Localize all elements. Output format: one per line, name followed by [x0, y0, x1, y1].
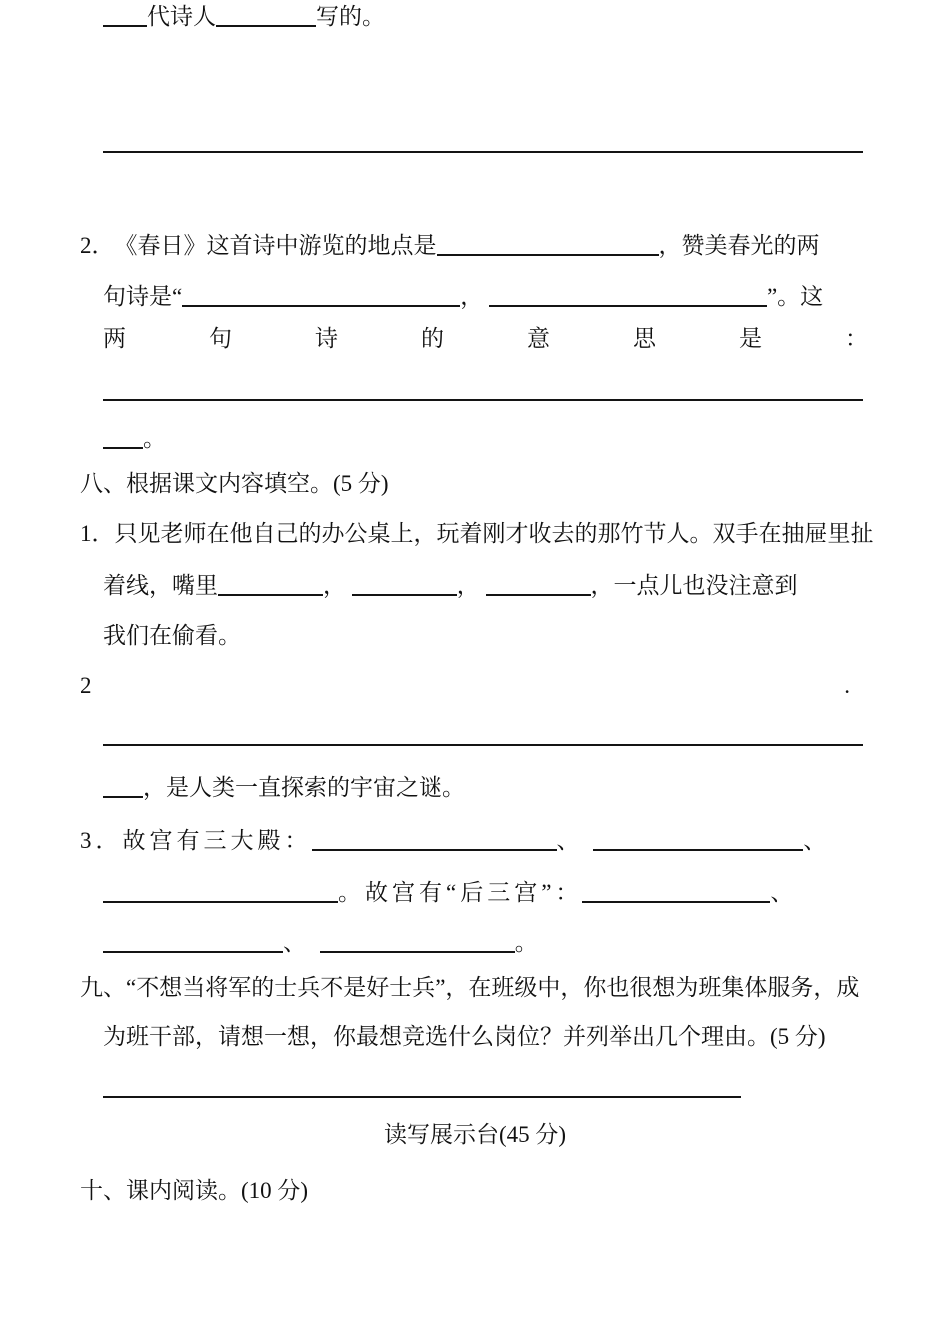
section-nine-line-2: [103, 1020, 868, 1054]
question-text: 故宫有三大殿：: [122, 828, 312, 853]
justified-char: 诗: [315, 326, 338, 351]
enumeration-comma: 、: [556, 828, 584, 853]
answer-blank: [582, 885, 770, 903]
question-text: 着线，嘴里: [103, 573, 218, 598]
question-text: ”。这: [766, 284, 824, 309]
item-number: 1．: [80, 521, 115, 546]
question-text: 《春日》这首诗中游览的地点是: [114, 233, 437, 258]
question-text: 只见老师在他自己的办公桌上，玩着刚才收去的那竹节人。双手在抽屉里扯: [114, 521, 874, 546]
spring-poem-question-line-1: [80, 229, 868, 263]
answer-blank: [103, 935, 283, 953]
section-eight-item-1-line-3: [103, 619, 868, 653]
section-eight-item-3-line-1: [80, 824, 868, 858]
spring-poem-question-line-3-justified: [103, 322, 868, 356]
answer-blank: [216, 9, 316, 27]
question-text: 。故宫有“后三宫”：: [338, 880, 583, 905]
justified-char: 的: [421, 326, 444, 351]
prev-tail-text-2: 写的。: [316, 4, 385, 29]
answer-blank: [437, 238, 659, 256]
prev-question-tail-line: [103, 0, 868, 34]
answer-blank: [103, 9, 147, 27]
part-title: 读写展示台(45 分): [383, 1122, 567, 1147]
question-text: ，赞美春光的两: [658, 233, 820, 258]
answer-blank: [103, 431, 143, 449]
section-eight-item-1-line-1: [80, 517, 874, 551]
answer-blank: [103, 780, 143, 798]
question-text: 我们在偷看。: [103, 623, 241, 648]
answer-blank-full-line: [103, 151, 863, 153]
enumeration-comma: 、: [803, 828, 831, 853]
question-text: ，一点儿也没注意到: [590, 573, 798, 598]
reading-writing-part-heading: [0, 1118, 950, 1152]
justified-char: 是: [739, 326, 762, 351]
answer-blank-line: [103, 1096, 741, 1098]
answer-blank: [486, 578, 591, 596]
section-eight-item-2-line-3: [103, 771, 868, 805]
spring-poem-question-line-5: [103, 422, 868, 456]
section-eight-header: [80, 467, 868, 501]
justified-char: ：: [845, 326, 868, 351]
enumeration-comma: 、: [283, 930, 310, 955]
item-number: 2: [80, 673, 92, 698]
question-text: 。: [514, 930, 542, 955]
item-number: 3．: [80, 828, 123, 853]
comma: ，: [456, 573, 480, 598]
answer-blank: [182, 289, 460, 307]
answer-blank: [312, 833, 557, 851]
answer-blank: [352, 578, 457, 596]
question-text: ，: [460, 284, 484, 309]
question-text: 句诗是“: [103, 284, 183, 309]
answer-blank-full-line: [103, 399, 863, 401]
item-number: 2．: [80, 233, 115, 258]
answer-blank: [320, 935, 515, 953]
prev-tail-text-1: 代诗人: [147, 4, 216, 29]
answer-blank: [489, 289, 767, 307]
section-eight-item-1-line-2: [103, 569, 868, 603]
answer-blank: [103, 885, 338, 903]
justified-char: 句: [209, 326, 232, 351]
justified-char: 两: [103, 326, 126, 351]
section-nine-line-1: [80, 971, 868, 1005]
spring-poem-question-line-2: [103, 280, 868, 314]
question-text: 为班干部，请想一想，你最想竞选什么岗位？并列举出几个理由。(5 分): [103, 1024, 826, 1049]
enumeration-comma: 、: [770, 880, 798, 905]
period: .: [844, 673, 850, 698]
section-title: 八、根据课文内容填空。(5 分): [80, 471, 389, 496]
comma: ，: [323, 573, 346, 598]
section-eight-item-3-line-2: [103, 876, 868, 910]
answer-blank: [218, 578, 323, 596]
section-eight-item-3-line-3: [103, 926, 868, 960]
section-ten-header: [80, 1174, 868, 1208]
section-eight-item-2-number-line: [80, 669, 850, 703]
justified-char: 意: [527, 326, 550, 351]
answer-blank: [593, 833, 803, 851]
justified-char: 思: [633, 326, 656, 351]
question-text: 。: [143, 426, 166, 451]
question-text: ，是人类一直探索的宇宙之谜。: [143, 775, 465, 800]
answer-blank-full-line: [103, 744, 863, 746]
section-title: 十、课内阅读。(10 分): [80, 1178, 309, 1203]
section-title: 九、“不想当将军的士兵不是好士兵”，在班级中，你也很想为班集体服务，成: [80, 975, 860, 1000]
